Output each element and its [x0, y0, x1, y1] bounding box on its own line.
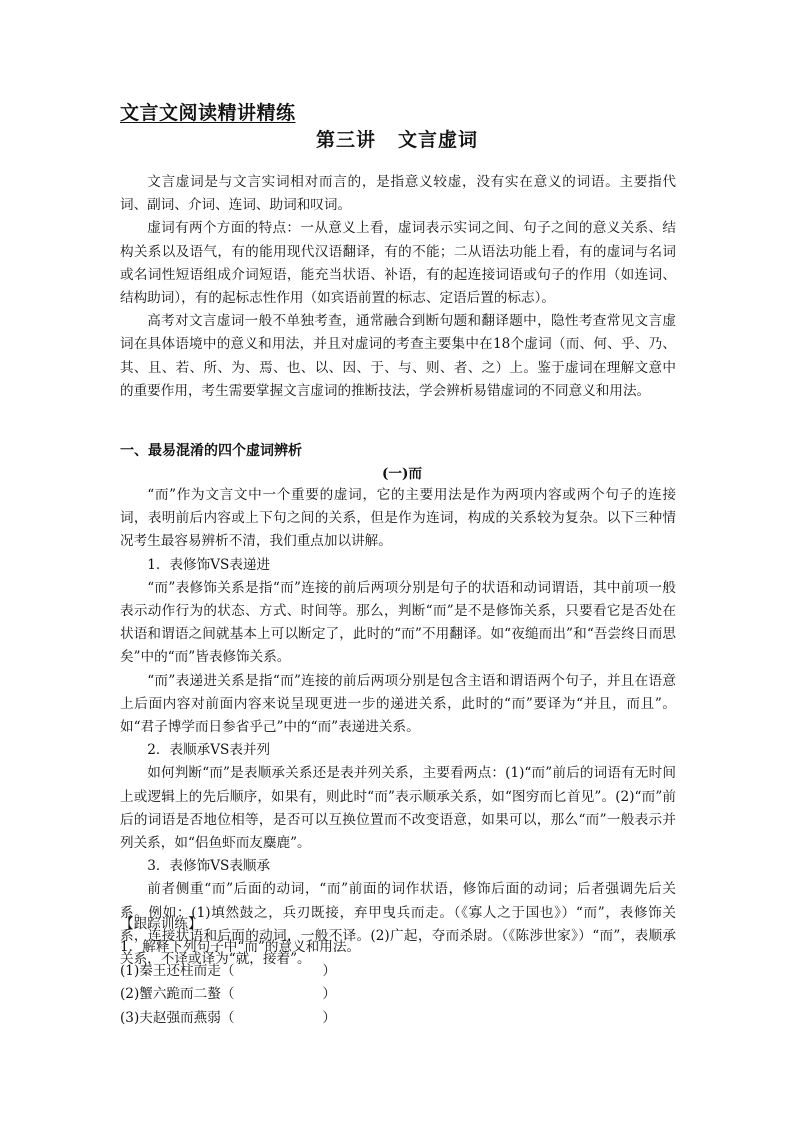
exercise-item-text: (2)蟹六跪而二螯（ [120, 986, 235, 1003]
paragraph: “而”作为文言文中一个重要的虚词，它的主要用法是作为两项内容或两个句子的连接词，表明前后内容或上下句之间的关系，但是作为连词，构成的关系较为复杂。以下三种情况考生最容易辨析不清，我们重点加以讲解。 [120, 487, 676, 550]
paragraph: “而”表递进关系是指“而”连接的前后两项分别是包含主语和谓语两个句子，并且在语意上后面内容对前面内容来说呈现更进一步的递进关系，此时的“而”要译为“并且，而且”。如“君子博学而日参省乎己”中的“而”表递进关系。 [120, 672, 676, 736]
exercise-item-text: (1)秦王还柱而走（ [120, 962, 235, 979]
paragraph: 前者侧重“而”后面的动词，“而”前面的词作状语，修饰后面的动词；后者强调先后关系。例如：(1)填然鼓之，兵刃既接，弃甲曳兵而走。（《寡人之于国也》）“而”，表修饰关系，连接状语和后面的动词，一般不译。(2)广起，夺而杀尉。（《陈涉世家》）“而”，表顺承关系，不译或译为“就，接着”。 [120, 881, 676, 968]
subsection-heading: (一)而 [381, 466, 423, 482]
paragraph: “而”表修饰关系是指“而”连接的前后两项分别是句子的状语和动词谓语，其中前项一般表示动作行为的状态、方式、时间等。那么，判断“而”是不是修饰关系，只要看它是否处在状语和谓语之间就基本上可以断定了，此时的“而”不用翻译。如“夜缒而出”和“吾尝终日而思矣”中的“而”皆表修饰关系。 [120, 579, 676, 666]
section-heading: 一、最易混淆的四个虚词辨析 [120, 443, 302, 459]
lecture-number: 第三讲 [315, 129, 376, 151]
paragraph: 如何判断“而”是表顺承关系还是表并列关系，主要看两点：(1)“而”前后的词语有无时间上或逻辑上的先后顺序，如果有，则此时“而”表示顺承关系，如“图穷而匕首见”。(2)“而”前后的词语是否地位相等，是否可以互换位置而不改变语意，如果可以，那么“而”一般表示并列关系，如“侣鱼虾而友麋鹿”。 [120, 765, 676, 852]
point-heading: 1．表修饰VS表递进 [147, 556, 271, 573]
exercise-item [120, 960, 676, 983]
exercise-item-text: (3)夫赵强而燕弱（ [120, 1009, 235, 1026]
intro-paragraph: 虚词有两个方面的特点：一从意义上看，虚词表示实词之间、句子之间的意义关系、结构关系以及语气，有的能用现代汉语翻译，有的不能；二从语法功能上看，有的虚词与名词或名词性短语组成介词短语，能充当状语、补语，有的起连接词语或句子的作用（如连词、结构助词），有的起标志性作用（如宾语前置的标志、定语后置的标志）。 [120, 220, 676, 307]
point-heading: 2．表顺承VS表并列 [147, 742, 271, 759]
exercise-question: 1．解释下列句子中“而”的意义和用法。 [120, 939, 361, 956]
exercise-item-close: ） [322, 1009, 337, 1026]
main-section [120, 484, 676, 971]
point-heading: 3．表修饰VS表顺承 [147, 858, 271, 875]
exercise-item [120, 1007, 676, 1030]
lecture-name: 文言虚词 [398, 129, 479, 151]
exercise-item [120, 983, 676, 1006]
exercise-item-close: ） [322, 986, 337, 1003]
document-title: 文言文阅读精讲精练 [120, 102, 296, 124]
intro-paragraph: 高考对文言虚词一般不单独考查，通常融合到断句题和翻译题中，隐性考查常见文言虚词在具体语境中的意义和用法，并且对虚词的考查主要集中在18个虚词（而、何、乎、乃、其、且、若、所、为、焉、也、以、因、于、与、则、者、之）上。鉴于虚词在理解文意中的重要作用，考生需要掌握文言虚词的推断技法，学会辨析易错虚词的不同意义和用法。 [120, 313, 676, 399]
intro-paragraph: 文言虚词是与文言实词相对而言的，是指意义较虚，没有实在意义的词语。主要指代词、副词、介词、连词、助词和叹词。 [120, 174, 676, 214]
exercise-title: 【跟踪训练】 [120, 916, 202, 932]
intro-section [120, 171, 676, 403]
exercise-item-close: ） [322, 962, 337, 979]
exercise-section [120, 913, 676, 1030]
lecture-title [0, 125, 794, 152]
